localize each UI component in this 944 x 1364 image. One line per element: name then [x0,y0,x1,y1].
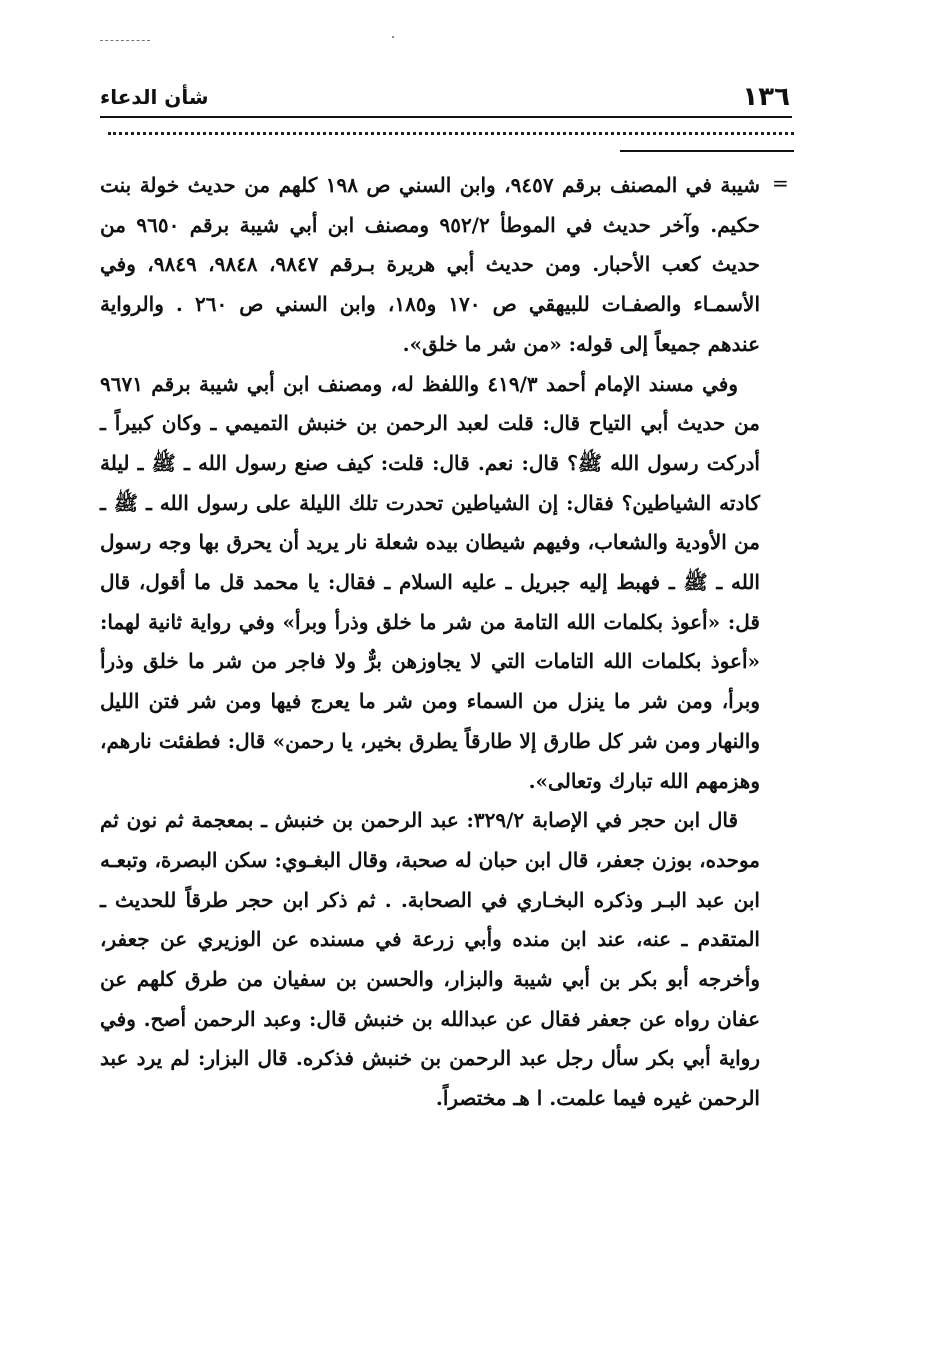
scan-mark [100,40,150,43]
page-header [100,80,790,114]
running-title: شأن الدعاء [100,85,209,109]
scan-dot [392,36,394,38]
paragraph-1: شيبة في المصنف برقم ٩٤٥٧، وابن السني ص ١٩٨ كلهم من حديث خولة بنت حكيم. وآخر حديث في الموطأ ٩٥٢/٢ ومصنف ابن أبي شيبة برقم ٩٦٥٠ من حديث كعب الأحبار. ومن حديث أبي هريرة بـرقم ٩٨٤٧، ٩٨٤٨، ٩٨٤٩، وفي الأسمـاء والصفـات للبيهقي ص ١٧٠ و١٨٥، وابن السني ص ٢٦٠ . والرواية عندهم جميعاً إلى قوله: «من شر ما خلق». [100,173,760,356]
header-rule [100,116,792,118]
paragraph-3: قال ابن حجر في الإصابة ٣٢٩/٢: عبد الرحمن بن خنبش ـ بمعجمة ثم نون ثم موحده، بوزن جعفر، قال ابن حبان له صحبة، وقال البغـوي: سكن البصرة، وتبعـه ابن عبد البـر وذكره البخـاري في الصحابة. . ثم ذكر ابن حجر طرقاً للحديث ـ المتقدم ـ عنه، عند ابن منده وأبي زرعة في مسنده عن الوزيري عن جعفر، وأخرجه أبو بكر بن أبي شيبة والبزار، والحسن بن سفيان من طرق كلهم عن عفان رواه عن جعفر فقال عن عبدالله بن خنبش قال: وعبد الرحمن أصح. وفي رواية أبي بكر سأل رجل عبد الرحمن بن خنبش فذكره. قال البزار: لم يرد عبد الرحمن غيره فيما علمت. ا هـ مختصراً. [100,808,760,1111]
paragraph-2: وفي مسند الإمام أحمد ٤١٩/٣ واللفظ له، ومصنف ابن أبي شيبة برقم ٩٦٧١ من حديث أبي التياح قال: قلت لعبد الرحمن بن خنبش التميمي ـ وكان كبيراً ـ أدركت رسول الله ﷺ؟ قال: نعم. قال: قلت: كيف صنع رسول الله ـ ﷺ ـ ليلة كادته الشياطين؟ فقال: إن الشياطين تحدرت تلك الليلة على رسول الله ـ ﷺ ـ من الأودية والشعاب، وفيهم شيطان بيده شعلة نار يريد أن يحرق بها وجه رسول الله ـ ﷺ ـ فهبط إليه جبريل ـ عليه السلام ـ فقال: يا محمد قل ما أقول، قال قل: «أعوذ بكلمات الله التامة من شر ما خلق وذرأ وبرأ» وفي رواية ثانية لهما: «أعوذ بكلمات الله التامات التي لا يجاوزهن برٌّ ولا فاجر من شر ما خلق وذرأ وبرأ، ومن شر ما ينزل من السماء ومن شر ما يعرج فيها ومن شر فتن الليل والنهار ومن شر كل طارق إلا طارقاً يطرق بخير، يا رحمن» قال: فطفئت نارهم، وهزمهم الله تبارك وتعالى». [100,371,760,793]
page-number: ١٣٦ [742,82,790,112]
footnote-continuation-mark: = [772,171,789,195]
dotted-separator [108,132,794,135]
footnote-body [100,166,760,1119]
footnote-rule [620,150,794,152]
